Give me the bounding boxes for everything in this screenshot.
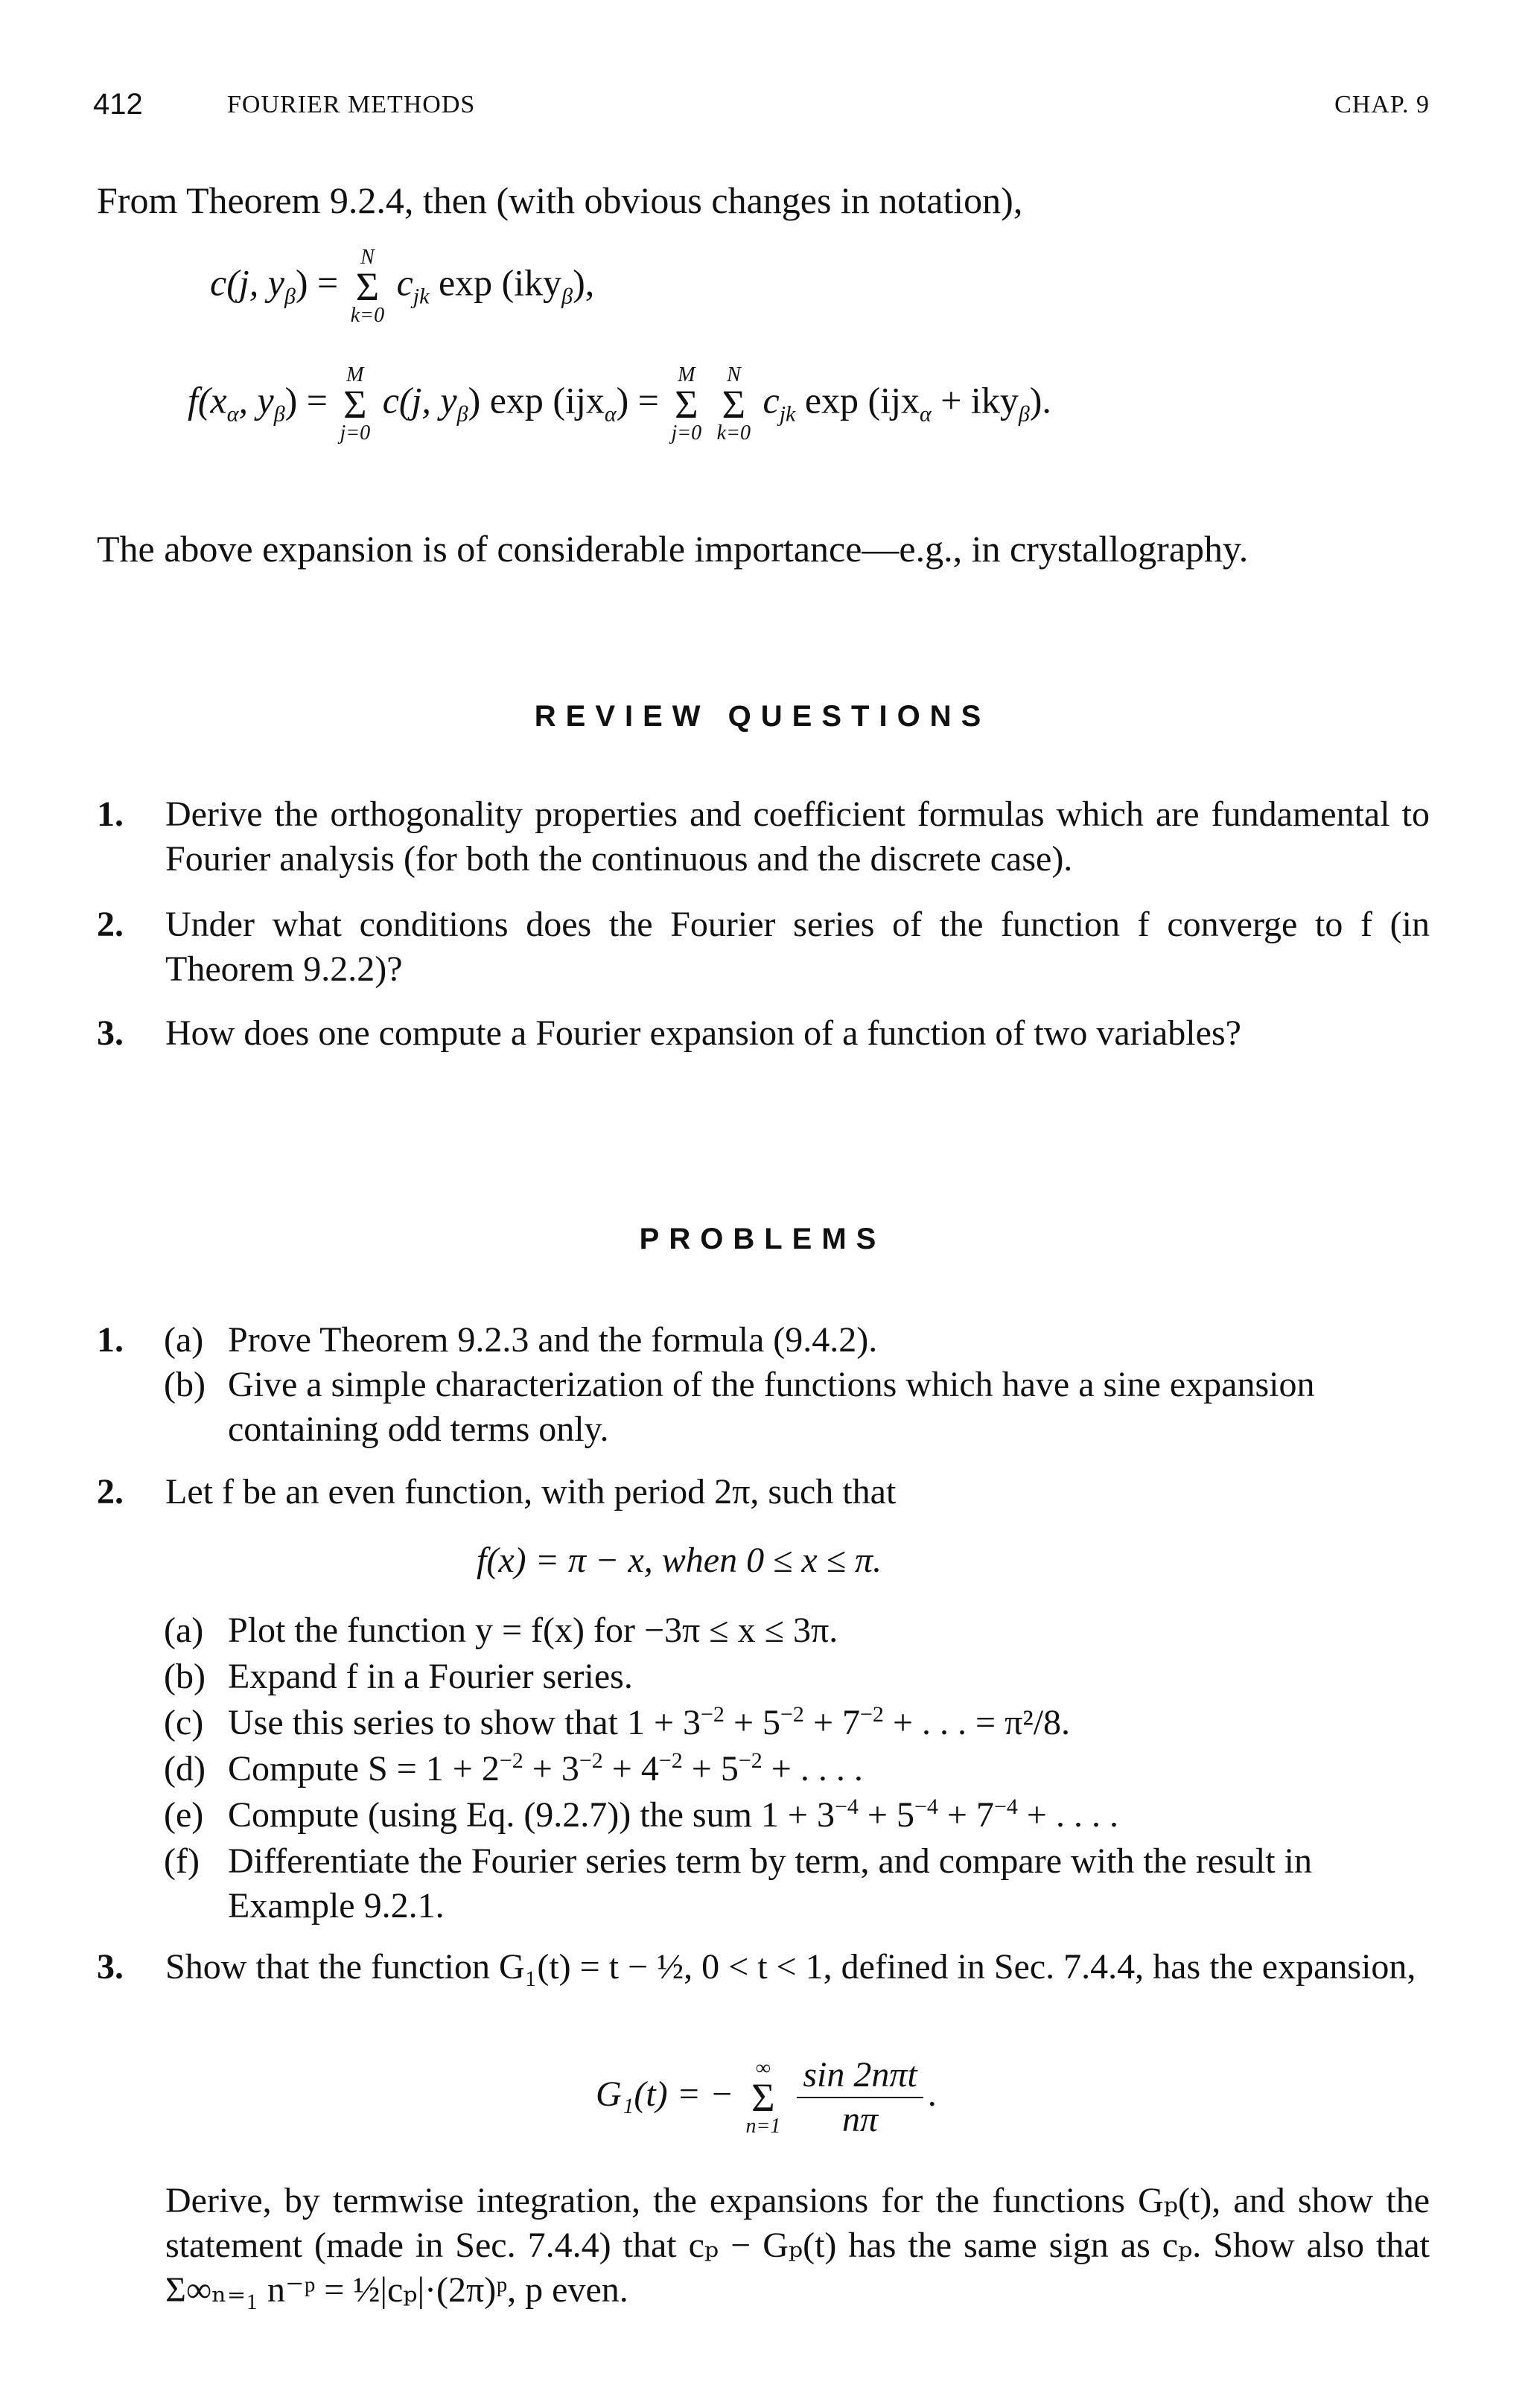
problem-2a: (a) Plot the function y = f(x) for −3π ≤ x ≤ 3π. [164, 1611, 838, 1650]
problem-1: 1. [97, 1320, 124, 1360]
sum-symbol: M Σ j=0 [671, 363, 702, 445]
equation-2: $f(x_\alpha$, $y_\beta$) = M Σ j=0 c(j, $y_\beta$) exp (ijx$_\alpha$) = M Σ j=0 N Σ k=0 $c_{jk}$ exp (ijx$_\alpha$ + iky$_\beta$). [188, 363, 1051, 445]
intro-text: From Theorem 9.2.4, then (with obvious changes in notation), [97, 179, 1023, 221]
problem-2e: (e) Compute (using Eq. (9.2.7)) the sum $1 + 3^{-4} + 5^{-4} + 7^{-4}$ + . . . . [164, 1794, 1118, 1835]
problem-2-display-equation: f(x) = π − x, when 0 ≤ x ≤ π. [477, 1541, 882, 1580]
problem-1b: (b) Give a simple characterization of the functions which have a sine expansion containing odd terms only. [164, 1365, 1315, 1449]
problems-heading: PROBLEMS [639, 1223, 886, 1255]
review-item: 1. Derive the orthogonality properties and coefficient formulas which are fundamental to Fourier analysis (for both the continuous and the discrete case). [97, 794, 1430, 879]
review-item: 3. How does one compute a Fourier expansion of a function of two variables? [97, 1013, 1241, 1053]
closing-text: The above expansion is of considerable importance—e.g., in crystallography. [97, 528, 1249, 570]
problem-2b: (b) Expand f in a Fourier series. [164, 1657, 633, 1696]
problem-3-continuation: Derive, by termwise integration, the expansions for the functions Gₚ(t), and show the statement (made in Sec. 7.4.4) that cₚ − Gₚ(t) has the same sign as cₚ. Show also that Σ∞ₙ₌₁ n⁻ᵖ = ½|cₚ|·(2π)ᵖ, p even. [165, 2181, 1430, 2310]
sum-symbol: M Σ j=0 [340, 363, 371, 445]
problem-2d: (d) Compute $S = 1 + 2^{-2} + 3^{-2} + 4^{-2} + 5^{-2}$ + . . . . [164, 1748, 863, 1789]
problem-3-display-equation: G₁(t) = − ∞ Σ n=1 $\frac{\text{sin 2nπt}}{n\pi}$ . [596, 2054, 937, 2141]
running-title: FOURIER METHODS [227, 91, 476, 118]
sum-symbol: ∞ Σ n=1 [745, 2057, 781, 2138]
problem-2f: (f) Differentiate the Fourier series term by term, and compare with the result in Example 9.2.1. [164, 1841, 1312, 1926]
fraction: $\frac{\text{sin 2nπt}}{n\pi}$ [797, 2054, 923, 2141]
sum-symbol: N Σ k=0 [350, 246, 385, 327]
equation-1: c(j, $y_\beta$) = N Σ k=0 $c_{jk}$ exp (iky$_\beta$), [210, 246, 595, 327]
problem-1a: (a) Prove Theorem 9.2.3 and the formula (9.4.2). [164, 1320, 878, 1360]
review-item: 2. Under what conditions does the Fourier series of the function f converge to f (in Theorem 9.2.2)? [97, 905, 1430, 989]
problem-2: 2. Let f be an even function, with period 2π, such that [97, 1472, 897, 1512]
problem-2c: (c) Use this series to show that $1 + 3^{-2} + 5^{-2} + 7^{-2}$ + . . . = π²/8. [164, 1702, 1071, 1742]
chapter-label: CHAP. 9 [1334, 91, 1430, 118]
sum-symbol: N Σ k=0 [716, 363, 751, 445]
page-header [93, 88, 1430, 133]
page-number: 412 [93, 88, 143, 121]
review-heading: REVIEW QUESTIONS [534, 700, 991, 733]
problem-3: 3. Show that the function G₁(t) = t − ½, 0 < t < 1, defined in Sec. 7.4.4, has the expansion, [97, 1947, 1416, 1987]
